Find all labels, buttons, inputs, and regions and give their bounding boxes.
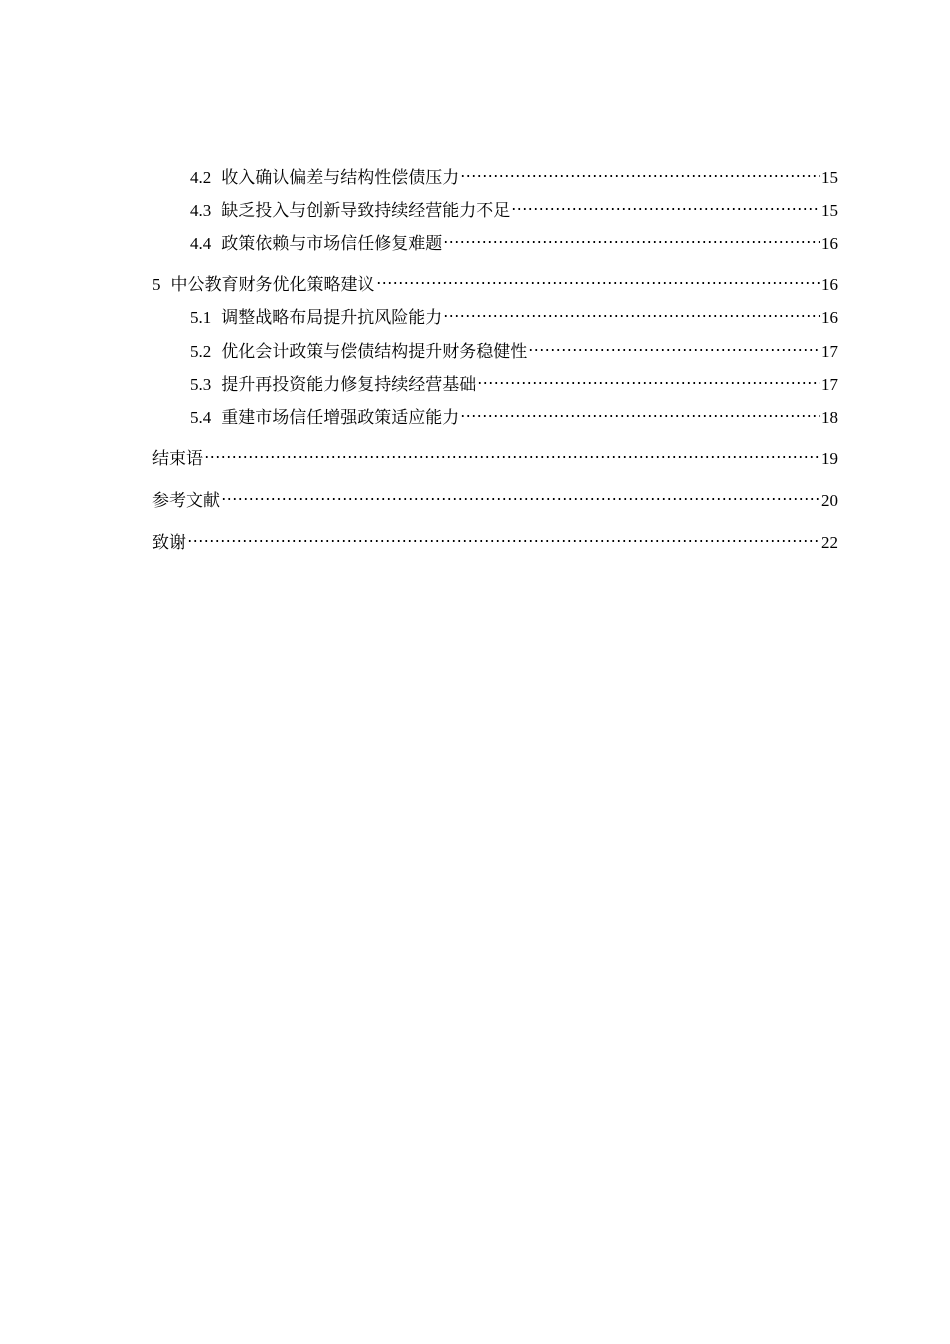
- toc-entry-number: 5.2: [190, 342, 212, 361]
- toc-entry-5-3[interactable]: [190, 366, 838, 394]
- toc-entry-number: 4.2: [190, 168, 212, 187]
- toc-entry-4-4[interactable]: [190, 225, 838, 253]
- toc-entry-title: 重建市场信任增强政策适应能力: [221, 408, 460, 427]
- toc-entry-page-number: 17: [821, 375, 838, 394]
- toc-entry-number: 5.4: [190, 408, 212, 427]
- toc-entry-title: 缺乏投入与创新导致持续经营能力不足: [221, 201, 511, 220]
- toc-entry-5-2[interactable]: [190, 333, 838, 361]
- dot-leader: [221, 482, 820, 506]
- toc-entry-5-4[interactable]: [190, 399, 838, 427]
- toc-entry-conclusion[interactable]: [152, 440, 838, 468]
- dot-leader: [528, 333, 820, 357]
- toc-entry-page-number: 15: [821, 168, 838, 187]
- toc-entry-page-number: 15: [821, 201, 838, 220]
- toc-entry-4-2[interactable]: [190, 159, 838, 187]
- toc-entry-title: 优化会计政策与偿债结构提升财务稳健性: [221, 342, 528, 361]
- toc-entry-title: 调整战略布局提升抗风险能力: [221, 308, 443, 327]
- dot-leader: [477, 366, 820, 390]
- toc-entry-5-1[interactable]: [190, 299, 838, 327]
- toc-entry-title: 收入确认偏差与结构性偿债压力: [221, 168, 460, 187]
- toc-entry-page-number: 20: [821, 491, 838, 510]
- toc-entry-title: 政策依赖与市场信任修复难题: [221, 234, 443, 253]
- toc-entry-page-number: 16: [821, 234, 838, 253]
- dot-leader: [460, 159, 820, 183]
- toc-entry-acknowledgements[interactable]: [152, 524, 838, 552]
- toc-entry-4-3[interactable]: [190, 192, 838, 220]
- toc-entry-page-number: 16: [821, 308, 838, 327]
- toc-entry-number: 5.3: [190, 375, 212, 394]
- toc-entry-page-number: 17: [821, 342, 838, 361]
- toc-entry-title: 参考文献: [152, 491, 220, 510]
- dot-leader: [376, 266, 821, 290]
- toc-entry-number: 4.3: [190, 201, 212, 220]
- toc-entry-5[interactable]: [152, 266, 838, 294]
- toc-entry-number: 5: [152, 275, 161, 294]
- toc-entry-title: 提升再投资能力修复持续经营基础: [221, 375, 477, 394]
- toc-entry-title: 致谢: [152, 533, 186, 552]
- dot-leader: [443, 225, 820, 249]
- toc-entry-page-number: 18: [821, 408, 838, 427]
- toc-entry-number: 5.1: [190, 308, 212, 327]
- dot-leader: [187, 524, 820, 548]
- toc-entry-page-number: 22: [821, 533, 838, 552]
- toc-entry-page-number: 19: [821, 449, 838, 468]
- toc-entry-page-number: 16: [821, 275, 838, 294]
- dot-leader: [511, 192, 820, 216]
- dot-leader: [443, 299, 820, 323]
- toc-entry-number: 4.4: [190, 234, 212, 253]
- dot-leader: [460, 399, 820, 423]
- toc-entry-title: 结束语: [152, 449, 203, 468]
- dot-leader: [204, 440, 820, 464]
- toc-entry-references[interactable]: [152, 482, 838, 510]
- toc-entry-title: 中公教育财务优化策略建议: [170, 275, 375, 294]
